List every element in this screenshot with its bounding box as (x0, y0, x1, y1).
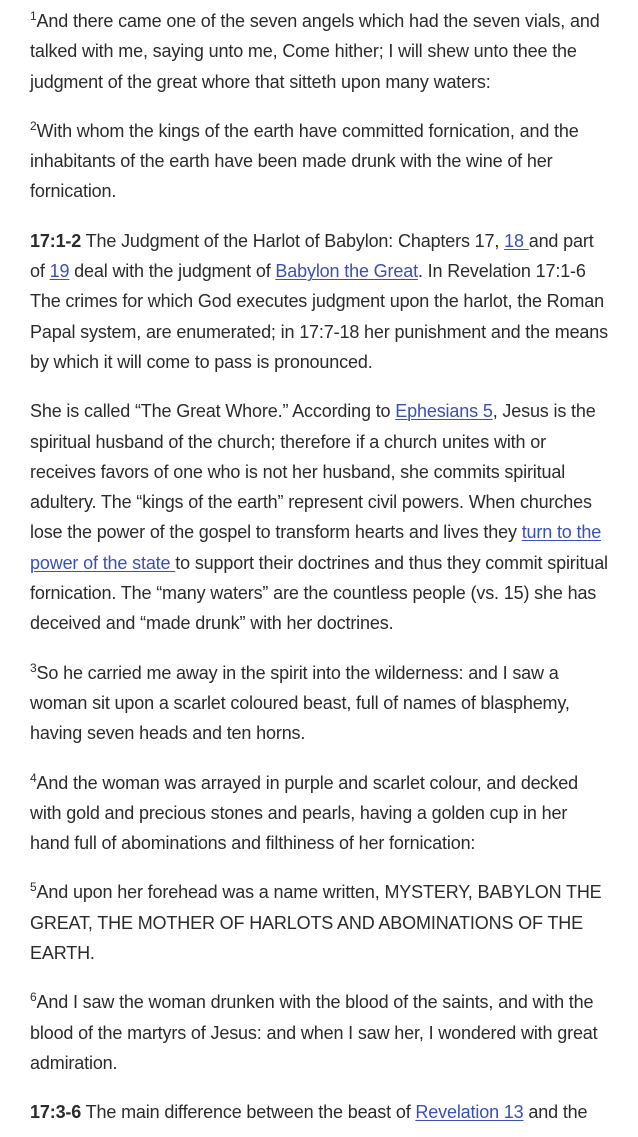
verse-number: 3 (30, 660, 37, 675)
commentary-17-1-2 (30, 226, 608, 377)
commentary-text: and part of (30, 230, 594, 282)
commentary-text: She is called “The Great Whore.” According to (30, 401, 396, 422)
commentary-text: The Judgment of the Harlot of Babylon: Chapters 17, (81, 230, 505, 251)
verse-text: And there came one of the seven angels which had the seven vials, and talked with me, saying unto me, Come hither; I will shew unto thee the judgment of the great whore that sitteth upon many waters: (30, 11, 600, 92)
verse-number: 4 (30, 770, 37, 785)
verse-number: 2 (30, 118, 37, 133)
link-chapter-19[interactable]: 19 (49, 261, 70, 282)
commentary-text: to support their doctrines and thus they commit spiritual fornication. The “many waters” are the countless people (vs. 15) she has deceived and “made drunk” with her doctrines. (30, 552, 608, 634)
commentary-text: . In Revelation 17:1-6 The crimes for which God executes judgment upon the harlot, the Roman Papal system, are enumerated; in 17:7-18 her punishment and the means by which it will come to pass is pronounced. (30, 261, 608, 372)
verse-number: 6 (30, 990, 37, 1005)
link-revelation-13[interactable]: Revelation 13 (415, 1102, 524, 1123)
verse-6 (30, 987, 608, 1078)
link-chapter-18[interactable]: 18 (504, 230, 529, 251)
commentary-text: deal with the judgment of (69, 261, 276, 282)
commentary-text: The main difference between the beast of (81, 1102, 416, 1123)
commentary-text: and the (523, 1102, 588, 1123)
commentary-reference: 17:3-6 (30, 1102, 82, 1123)
verse-5 (30, 877, 608, 968)
commentary-reference: 17:1-2 (30, 230, 82, 251)
verse-2 (30, 116, 608, 207)
link-babylon-the-great[interactable]: Babylon the Great (275, 261, 418, 282)
verse-text: And upon her forehead was a name written, MYSTERY, BABYLON THE GREAT, THE MOTHER OF HARLOTS AND ABOMINATIONS OF THE EARTH. (30, 882, 602, 964)
link-ephesians-5[interactable]: Ephesians 5 (395, 401, 493, 422)
verse-text: So he carried me away in the spirit into the wilderness: and I saw a woman sit upon a scarlet coloured beast, full of names of blasphemy, having seven heads and ten horns. (30, 662, 570, 744)
verse-text: And the woman was arrayed in purple and scarlet colour, and decked with gold and precious stones and pearls, having a golden cup in her hand full of abominations and filthiness of her fornication: (30, 772, 578, 854)
verse-text: With whom the kings of the earth have committed fornication, and the inhabitants of the earth have been made drunk with the wine of her fornication. (30, 120, 579, 202)
commentary-text: , Jesus is the spiritual husband of the church; therefore if a church unites with or receives favors of one who is not her husband, she commits spiritual adultery. The “kings of the earth” represent civil powers. When churches lose the power of the gospel to transform hearts and lives they (30, 401, 596, 543)
verse-number: 1 (30, 9, 37, 23)
verse-4 (30, 768, 608, 859)
commentary-great-whore (30, 396, 608, 638)
verse-1 (30, 6, 608, 97)
verse-3 (30, 658, 608, 749)
verse-number: 5 (30, 880, 37, 895)
verse-text: And I saw the woman drunken with the blood of the saints, and with the blood of the martyrs of Jesus: and when I saw her, I wondered with great admiration. (30, 992, 598, 1073)
link-power-of-state[interactable]: turn to the power of the state (30, 522, 602, 573)
commentary-17-3-6 (30, 1097, 608, 1127)
